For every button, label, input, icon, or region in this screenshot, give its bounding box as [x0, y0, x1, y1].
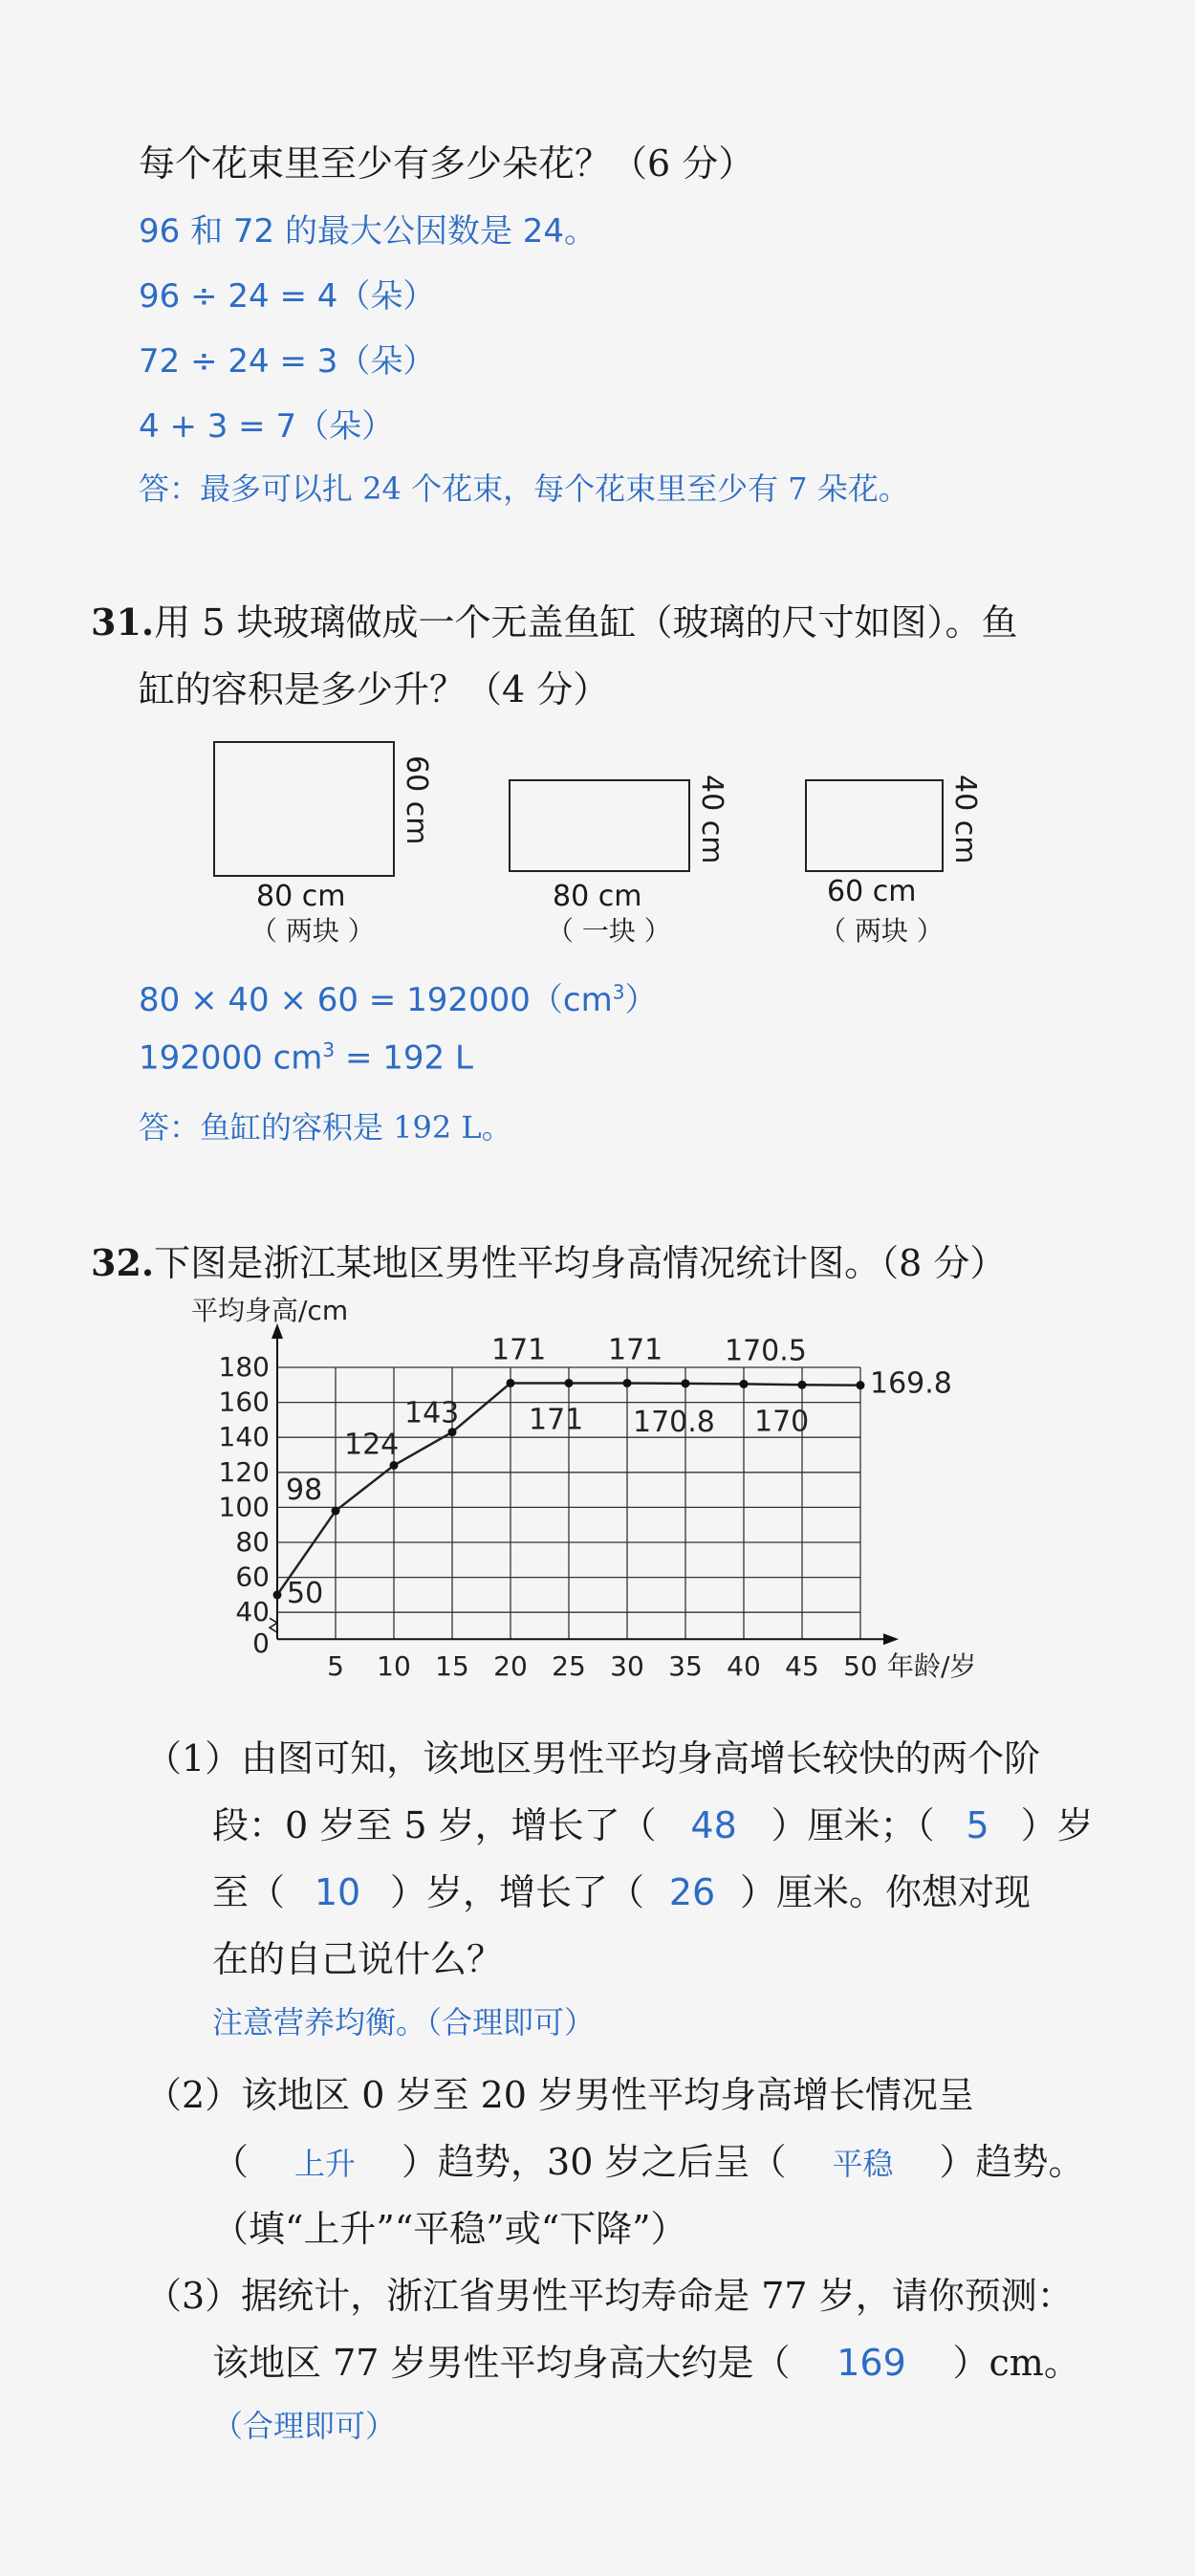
q32-title: 下图是浙江某地区男性平均身高情况统计图。（8 分） — [154, 1242, 1007, 1284]
glass-panel-80x60-height: 60 cm — [400, 755, 433, 845]
data-point — [857, 1381, 865, 1389]
q31-number: 31. — [91, 600, 155, 644]
data-point — [565, 1379, 574, 1387]
data-point — [390, 1461, 399, 1470]
y-tick-label: 140 — [218, 1421, 270, 1453]
q30-question-tail: 每个花束里至少有多少朵花？（6 分） — [139, 142, 755, 185]
x-tick-label: 30 — [610, 1650, 644, 1683]
glass-panel-80x40-width: 80 cm — [553, 880, 642, 913]
q32-p2-line2: （ 上升 ）趋势，30 岁之后呈（ 平稳 ）趋势。 — [212, 2141, 1085, 2183]
y-tick-label: 120 — [218, 1455, 270, 1488]
glass-panel-80x60-count: （ 两块 ） — [250, 915, 375, 947]
q32-p1-blank1: 48 — [690, 1804, 737, 1846]
x-tick-label: 15 — [435, 1650, 469, 1683]
x-axis-label: 年龄/岁 — [887, 1650, 977, 1683]
q30-answer-line2: 96 ÷ 24 = 4（朵） — [139, 277, 436, 316]
glass-panel-80x60-width: 80 cm — [256, 880, 346, 913]
q32-p1-line3: 至（ 10 ）岁，增长了（ 26 ）厘米。你想对现 — [212, 1871, 1032, 1913]
x-axis-arrow — [883, 1633, 899, 1645]
q31-answer-line2: 192000 $cm^3 = 192$ L — [139, 1038, 473, 1078]
x-tick-label: 5 — [327, 1650, 344, 1683]
y-tick-label: 160 — [218, 1386, 270, 1418]
data-label: 170.8 — [633, 1405, 715, 1439]
data-point — [507, 1379, 515, 1387]
data-point — [623, 1379, 632, 1387]
x-tick-label: 50 — [843, 1650, 878, 1683]
q32-number: 32. — [91, 1241, 155, 1284]
data-label: 98 — [286, 1474, 323, 1508]
data-label: 170 — [754, 1405, 810, 1439]
glass-panel-80x40-height: 40 cm — [695, 775, 728, 864]
glass-panel-60x40-height: 40 cm — [948, 775, 982, 864]
data-label: 171 — [491, 1333, 547, 1367]
x-tick-label: 45 — [785, 1650, 819, 1683]
q30-answer-line4: 4 + 3 = 7（朵） — [139, 407, 395, 446]
q31-final-answer: 答：鱼缸的容积是 192 L。 — [139, 1109, 512, 1146]
q32-p3-answer: （合理即可） — [212, 2408, 397, 2444]
q32-heading — [91, 1233, 1006, 1286]
glass-panel-80x60 — [213, 741, 395, 877]
data-point — [332, 1507, 340, 1516]
data-label: 171 — [529, 1403, 584, 1437]
axis-break-mark — [270, 1618, 277, 1632]
q30-answer-line3: 72 ÷ 24 = 3（朵） — [139, 342, 436, 381]
q32-p2-blank2: 平稳 — [832, 2146, 894, 2182]
glass-panel-60x40-width: 60 cm — [827, 875, 917, 908]
height-line-chart — [182, 1291, 1023, 1702]
q31-heading — [91, 593, 1017, 645]
data-point — [740, 1380, 749, 1388]
q30-answer-line1: 96 和 72 的最大公因数是 24。 — [139, 212, 598, 251]
glass-panel-60x40-count: （ 两块 ） — [819, 915, 944, 947]
q32-p1-line1: （1）由图可知，该地区男性平均身高增长较快的两个阶 — [145, 1737, 1041, 1779]
y-tick-label: 60 — [235, 1561, 270, 1593]
data-point — [682, 1379, 690, 1387]
y-axis-label: 平均身高/cm — [191, 1295, 349, 1326]
data-label: 143 — [404, 1396, 460, 1430]
data-label: 171 — [608, 1333, 663, 1367]
q31-line1: 用 5 块玻璃做成一个无盖鱼缸（玻璃的尺寸如图）。鱼 — [154, 601, 1018, 644]
y-tick-label: 100 — [218, 1491, 270, 1523]
data-point — [798, 1381, 807, 1389]
y-tick-label: 0 — [252, 1627, 270, 1660]
q32-p1-blank2: 5 — [966, 1804, 989, 1846]
x-tick-label: 20 — [493, 1650, 528, 1683]
glass-panel-60x40 — [805, 779, 944, 872]
q32-p3-line2: 该地区 77 岁男性平均身高大约是（ 169 ）cm。 — [212, 2342, 1080, 2384]
glass-panel-80x40-count: （ 一块 ） — [547, 915, 671, 947]
q31-line2: 缸的容积是多少升？（4 分） — [139, 668, 610, 710]
q32-p1-answer: 注意营养均衡。（合理即可） — [212, 2004, 596, 2041]
q32-p2-blank1: 上升 — [294, 2146, 357, 2182]
q31-answer-line1: $80 \times 40 \times 60 = 192000(cm^3)$ — [139, 980, 658, 1019]
q30-final-answer: 答：最多可以扎 24 个花束，每个花束里至少有 7 朵花。 — [139, 470, 909, 507]
q32-p1-line4: 在的自己说什么？ — [212, 1938, 504, 1980]
data-point — [273, 1590, 282, 1599]
q32-p2-line1: （2）该地区 0 岁至 20 岁男性平均身高增长情况呈 — [145, 2074, 975, 2116]
data-label: 124 — [344, 1428, 400, 1462]
q32-p2-line3: （填“上升”“平稳”或“下降”） — [212, 2208, 687, 2250]
q32-p3-blank1: 169 — [836, 2342, 906, 2384]
x-tick-label: 10 — [377, 1650, 411, 1683]
q32-p1-blank4: 26 — [668, 1871, 716, 1913]
data-label: 50 — [287, 1576, 324, 1610]
glass-panel-80x40 — [509, 779, 690, 872]
y-tick-label: 40 — [235, 1596, 270, 1628]
data-label: 169.8 — [870, 1366, 952, 1401]
x-tick-label: 25 — [552, 1650, 586, 1683]
y-tick-label: 80 — [235, 1526, 270, 1558]
q32-p1-line2: 段：0 岁至 5 岁，增长了（ 48 ）厘米；（ 5 ）岁 — [212, 1804, 1094, 1846]
q32-p3-line1: （3）据统计，浙江省男性平均寿命是 77 岁，请你预测： — [145, 2275, 1074, 2317]
x-tick-label: 40 — [727, 1650, 761, 1683]
y-tick-label: 180 — [218, 1351, 270, 1383]
data-label: 170.5 — [725, 1334, 807, 1368]
q32-p1-blank3: 10 — [314, 1871, 361, 1913]
x-tick-label: 35 — [668, 1650, 703, 1683]
